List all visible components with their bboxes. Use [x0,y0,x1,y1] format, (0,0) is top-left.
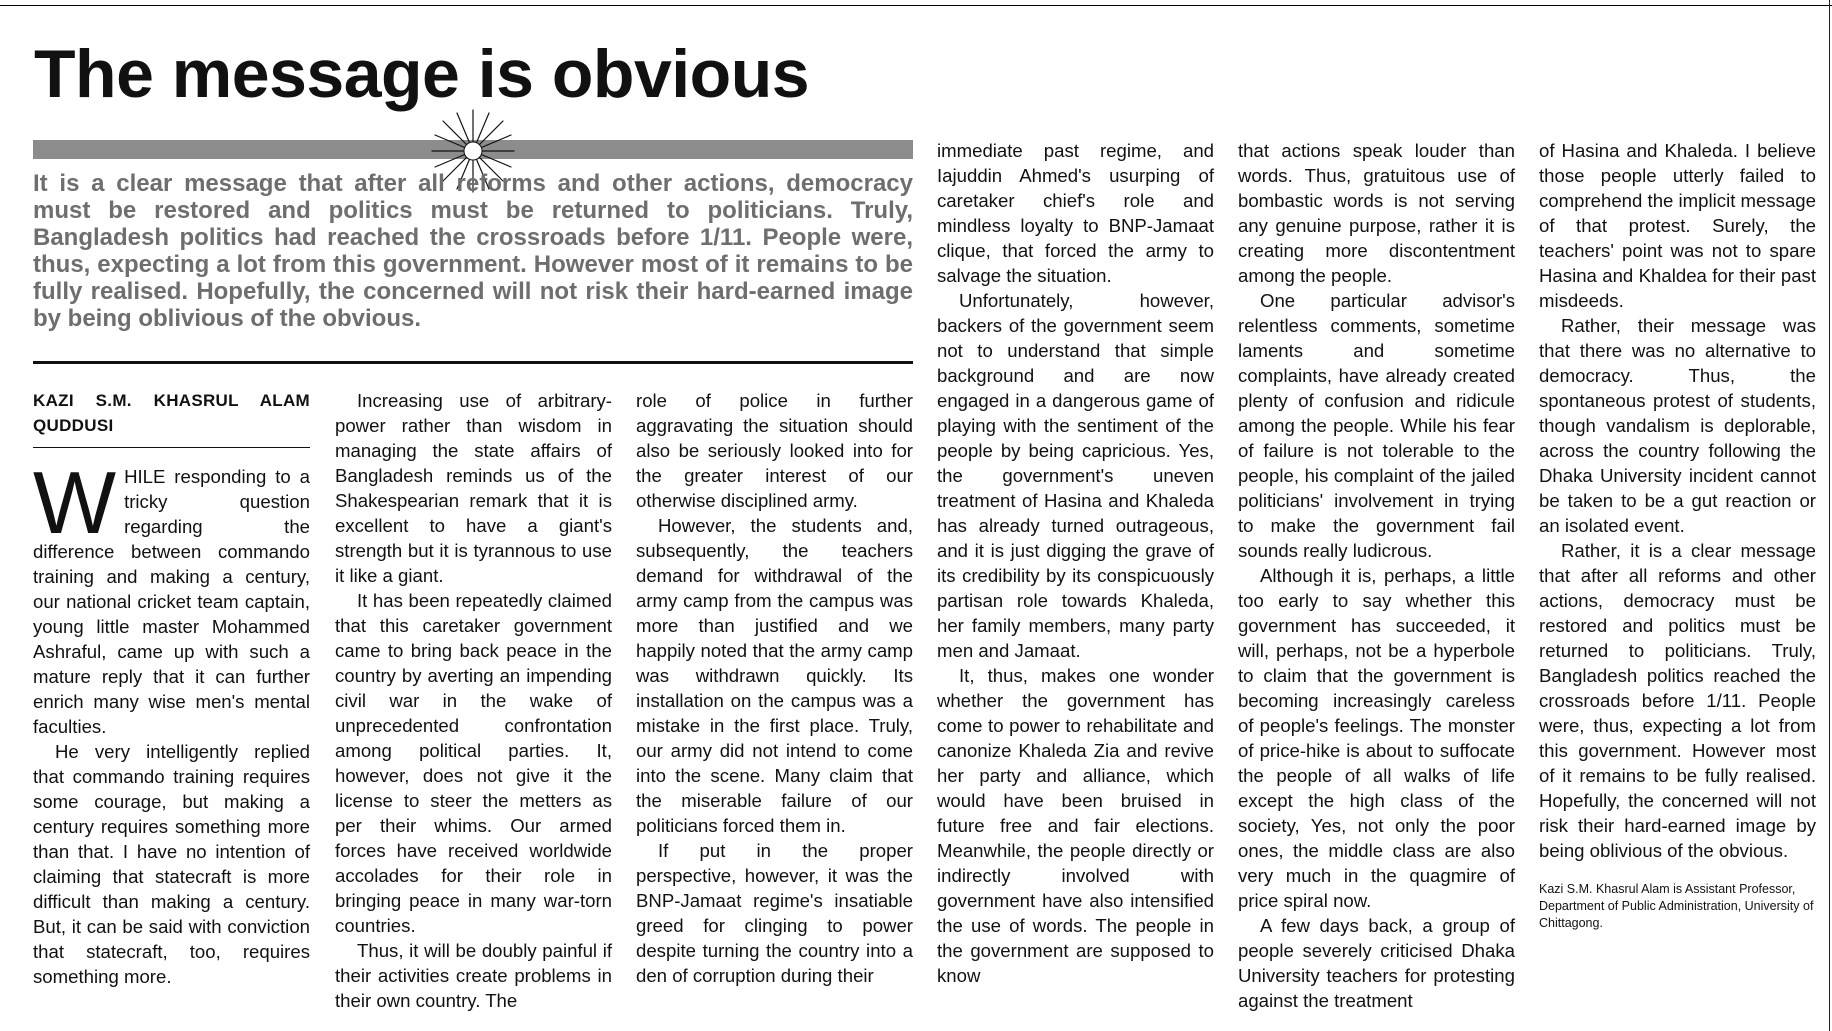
paragraph: A few days back, a group of people severely criticised Dhaka University teachers for protesting against the treatment [1238,915,1515,1011]
paragraph: However, the students and, subsequently, the teachers demand for withdrawal of the army camp from the campus was more than justified and we happily noted that the army camp was withdrawn quickly. Its installation on the campus was a mistake in the first place. Truly, our army did not intend to come into the scene. Many claim that the miserable failure of our politicians forced them in. [636,515,913,836]
intro-summary: It is a clear message that after all reforms and other actions, democracy must be restored and politics must be returned to politicians. Truly, Bangladesh politics had reached the crossroads before 1/11. People were, thus, expecting a lot from this government. However most of it remains to be fully realised. Hopefully, the concerned will not risk their hard-earned image by being oblivious of the obvious. [33,170,913,332]
paragraph: It has been repeatedly claimed that this caretaker government came to bring back peace in the country by averting an impending civil war in the wake of unprecedented confrontation among political parties. It, however, does not give it the license to steer the metters as per their whims. Our armed forces have received worldwide accolades for their role in bringing peace in many war-torn countries. [335,590,612,936]
byline: KAZI S.M. KHASRUL ALAM QUDDUSI [33,391,310,435]
paragraph: Although it is, perhaps, a little too early to say whether this government has succeeded, it will, perhaps, not be a hyperbole to claim that the government is becoming increasingly careless of people's feelings. The monster of price-hike is about to suffocate the people of all walks of life except the high class of the society, Yes, not only the poor ones, the middle class are also very much in the quagmire of price spiral now. [1238,565,1515,911]
column-1 [33,388,310,989]
lead-text: HILE responding to a tricky question regarding the difference between commando training and making a century, our national cricket team captain, young little master Mohammed Ashraful, came up with such a mature reply that it can further enrich many wise men's mental faculties. [33,466,310,737]
lead-paragraph [33,453,310,739]
headline: The message is obvious [34,36,810,112]
paragraph: that actions speak louder than words. Thus, gratuitous use of bombastic words is not serving any genuine purpose, rather it is creating more discontentment among the people. [1238,140,1515,286]
author-bio: Kazi S.M. Khasrul Alam is Assistant Professor, Department of Public Administration, University of Chittagong. [1539,882,1814,930]
column-4 [937,138,1214,988]
byline-rule [33,447,310,448]
paragraph: role of police in further aggravating the situation should also be seriously looked into for the greater interest of our otherwise disciplined army. [636,390,913,511]
paragraph: Thus, it will be doubly painful if their activities create problems in their own country. The [335,940,612,1011]
paragraph: immediate past regime, and Iajuddin Ahmed's usurping of caretaker chief's role and mindless loyalty to BNP-Jamaat clique, that forced the army to salvage the situation. [937,140,1214,286]
intro-rule [33,361,913,364]
paragraph: If put in the proper perspective, however, it was the BNP-Jamaat regime's insatiable greed for clinging to power despite turning the country into a den of corruption during their [636,840,913,986]
paragraph: of Hasina and Khaleda. I believe those people utterly failed to comprehend the implicit message of that protest. Surely, the teachers' point was not to spare Hasina and Khaldea for their past misdeeds. [1539,140,1816,311]
top-rule [0,5,1832,6]
column-2 [335,388,612,1013]
paragraph: One particular advisor's relentless comments, sometime laments and sometime complaints, have already created plenty of confusion and ridicule among the people. While his fear of failure is not tolerable to the people, his complaint of the jailed politicians' involvement in trying to make the government fail sounds really ludicrous. [1238,290,1515,561]
column-6 [1539,138,1816,932]
column-5 [1238,138,1515,1013]
column-3 [636,388,913,988]
dropcap: W [33,453,117,552]
right-border [1829,0,1830,1031]
paragraph: Increasing use of arbitrary-power rather than wisdom in managing the state affairs of Bangladesh reminds us of the Shakespearian remark that it is excellent to have a giant's strength but it is tyrannous to use it like a giant. [335,390,612,586]
paragraph: He very intelligently replied that commando training requires some courage, but making a century requires something more than that. I have no intention of claiming that statecraft is more difficult than making a century. But, it can be said with conviction that statecraft, too, requires something more. [33,741,310,987]
paragraph: It, thus, makes one wonder whether the government has come to power to rehabilitate and canonize Khaleda Zia and revive her party and alliance, which would have been bruised in future free and fair elections. Meanwhile, the people directly or indirectly involved with government have also intensified the use of words. The people in the government are supposed to know [937,665,1214,986]
paragraph: Unfortunately, however, backers of the government seem not to understand that simple background and are now engaged in a dangerous game of playing with the sentiment of the people by being capricious. Yes, the government's uneven treatment of Hasina and Khaleda has already turned outrageous, and it is just digging the grave of its credibility by its conspicuously partisan role towards Khaleda, her family members, many party men and Jamaat. [937,290,1214,661]
paragraph: Rather, their message was that there was no alternative to democracy. Thus, the spontaneous protest of students, though vandalism is deplorable, across the country following the Dhaka University incident cannot be taken to be a gut reaction or an isolated event. [1539,315,1816,536]
paragraph: Rather, it is a clear message that after all reforms and other actions, democracy must be restored and politics must be returned to politicians. Truly, Bangladesh politics reached the crossroads before 1/11. People were, thus, expecting a lot from this government. However most of it remains to be fully realised. Hopefully, the concerned will not risk their hard-earned image by being oblivious of the obvious. [1539,540,1816,861]
